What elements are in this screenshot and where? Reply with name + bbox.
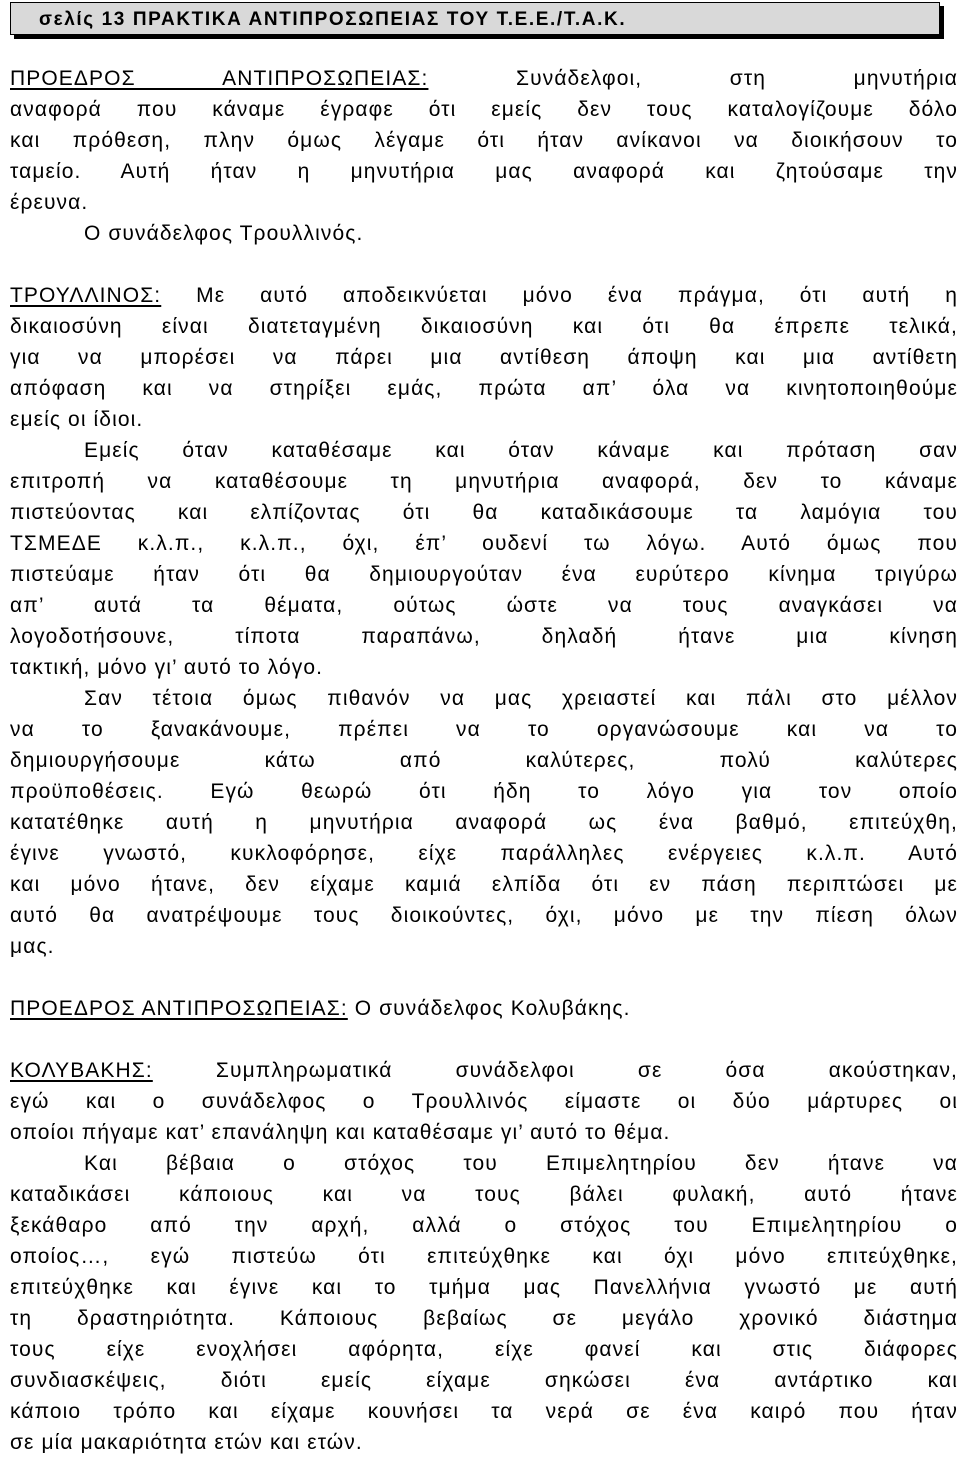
speech-text: Με αυτό αποδεικνύεται μόνο ένα πράγμα, ότι αυτή η: [196, 284, 958, 307]
transcript-line: [10, 1055, 958, 1086]
speech-text: Συμπληρωματικά συνάδελφοι σε όσα ακούστηκαν,: [215, 1059, 958, 1082]
transcript-line: κατατέθηκε αυτή η μηνυτήρια αναφορά ως ένα βαθμό, επιτεύχθη,: [10, 811, 958, 834]
transcript-line: οποίος…, εγώ πιστεύω ότι επιτεύχθηκε και όχι μόνο επιτεύχθηκε,: [10, 1245, 958, 1268]
transcript-line: δημιουργήσουμε κάτω από καλύτερες, πολύ καλύτερες: [10, 749, 958, 772]
transcript-line: μας.: [10, 935, 55, 958]
transcript-body: [10, 63, 958, 1458]
transcript-line: για να μπορέσει να πάρει μια αντίθεση άποψη και μια αντίθετη: [10, 346, 958, 369]
transcript-line: συνδιασκέψεις, διότι εμείς είχαμε σηκώσει ένα αντάρτικο και: [10, 1369, 958, 1392]
transcript-line: τους είχε ενοχλήσει αφόρητα, είχε φανεί και στις διάφορες: [10, 1338, 958, 1361]
transcript-line: καταδικάσει κάποιους και να τους βάλει φυλακή, αυτό ήτανε: [10, 1183, 958, 1206]
transcript-line: ταμείο. Αυτή ήταν η μηνυτήρια μας αναφορά και ζητούσαμε την: [10, 160, 958, 183]
transcript-line: απόφαση και να στηρίξει εμάς, πρώτα απ’ όλα να κινητοποιηθούμε: [10, 377, 958, 400]
speech-text: Συνάδελφοι, στη μηνυτήρια: [516, 67, 958, 90]
paragraph-gap: [10, 962, 958, 993]
transcript-line: ΤΣΜΕΔΕ κ.λ.π., κ.λ.π., όχι, έπ’ ουδενί τω λόγω. Αυτό όμως που: [10, 532, 958, 555]
paragraph-gap: [10, 1024, 958, 1055]
transcript-line: κάποιο τρόπο και είχαμε κουνήσει τα νερά σε ένα καιρό που ήταν: [10, 1400, 958, 1423]
transcript-line: τη δραστηριότητα. Κάποιους βεβαίως σε μεγάλο χρονικό διάστημα: [10, 1307, 958, 1330]
transcript-line: λογοδοτήσουνε, τίποτα παραπάνω, δηλαδή ήτανε μια κίνηση: [10, 625, 958, 648]
page-header-title: σελίς 13 ΠΡΑΚΤΙΚΑ ΑΝΤΙΠΡΟΣΩΠΕΙΑΣ ΤΟΥ Τ.Ε.Ε./Τ.Α.Κ.: [39, 9, 627, 30]
speaker-name: ΤΡΟΥΛΛΙΝΟΣ:: [10, 284, 162, 307]
transcript-line: Εμείς όταν καταθέσαμε και όταν κάναμε και πρόταση σαν: [84, 439, 958, 462]
transcript-line: οποίοι πήγαμε κατ’ επανάληψη και καταθέσαμε γι’ αυτό το θέμα.: [10, 1121, 671, 1144]
transcript-line: [10, 63, 958, 94]
transcript-line: [10, 280, 958, 311]
transcript-line: πιστεύαμε ήταν ότι θα δημιουργούταν ένα ευρύτερο κίνημα τριγύρω: [10, 563, 958, 586]
transcript-line: να το ξανακάνουμε, πρέπει να το οργανώσουμε και να το: [10, 718, 958, 741]
transcript-line: Σαν τέτοια όμως πιθανόν να μας χρειαστεί και πάλι στο μέλλον: [84, 687, 958, 710]
transcript-line: πιστεύοντας και ελπίζοντας ότι θα καταδικάσουμε τα λαμόγια του: [10, 501, 958, 524]
speaker-name: ΠΡΟΕΔΡΟΣ ΑΝΤΙΠΡΟΣΩΠΕΙΑΣ:: [10, 997, 348, 1020]
paragraph-gap: [10, 249, 958, 280]
transcript-line: εμείς οι ίδιοι.: [10, 408, 144, 431]
transcript-line: προϋποθέσεις. Εγώ θεωρώ ότι ήδη το λόγο για τον οποίο: [10, 780, 958, 803]
transcript-line: και μόνο ήτανε, δεν είχαμε καμιά ελπίδα ότι εν πάση περιπτώσει με: [10, 873, 958, 896]
speech-text: Ο συνάδελφος Κολυβάκης.: [354, 997, 631, 1020]
transcript-line: [10, 993, 958, 1024]
transcript-line: Ο συνάδελφος Τρουλλινός.: [84, 222, 364, 245]
transcript-line: έρευνα.: [10, 191, 89, 214]
transcript-line: αναφορά που κάναμε έγραφε ότι εμείς δεν τους καταλογίζουμε δόλο: [10, 98, 958, 121]
transcript-line: εγώ και ο συνάδελφος ο Τρουλλινός είμαστε οι δύο μάρτυρες οι: [10, 1090, 958, 1113]
transcript-line: επιτροπή να καταθέσουμε τη μηνυτήρια αναφορά, δεν το κάναμε: [10, 470, 958, 493]
transcript-line: έγινε γνωστό, κυκλοφόρησε, είχε παράλληλες ενέργειες κ.λ.π. Αυτό: [10, 842, 958, 865]
transcript-line: και πρόθεση, πλην όμως λέγαμε ότι ήταν ανίκανοι να διοικήσουν το: [10, 129, 958, 152]
page-header-box: [10, 2, 940, 35]
transcript-line: απ’ αυτά τα θέματα, ούτως ώστε να τους αναγκάσει να: [10, 594, 958, 617]
speaker-name: ΚΟΛΥΒΑΚΗΣ:: [10, 1059, 153, 1082]
transcript-line: σε μία μακαριότητα ετών και ετών.: [10, 1431, 363, 1454]
transcript-line: Και βέβαια ο στόχος του Επιμελητηρίου δεν ήτανε να: [84, 1152, 958, 1175]
transcript-line: ξεκάθαρο από την αρχή, αλλά ο στόχος του Επιμελητηρίου ο: [10, 1214, 958, 1237]
transcript-line: αυτό θα ανατρέψουμε τους διοικούντες, όχι, μόνο με την πίεση όλων: [10, 904, 958, 927]
transcript-line: δικαιοσύνη είναι διατεταγμένη δικαιοσύνη και ότι θα έπρεπε τελικά,: [10, 315, 958, 338]
transcript-line: τακτική, μόνο γι’ αυτό το λόγο.: [10, 656, 324, 679]
transcript-line: επιτεύχθηκε και έγινε και το τμήμα μας Πανελλήνια γνωστό με αυτή: [10, 1276, 958, 1299]
speaker-name: ΠΡΟΕΔΡΟΣ ΑΝΤΙΠΡΟΣΩΠΕΙΑΣ:: [10, 67, 429, 90]
